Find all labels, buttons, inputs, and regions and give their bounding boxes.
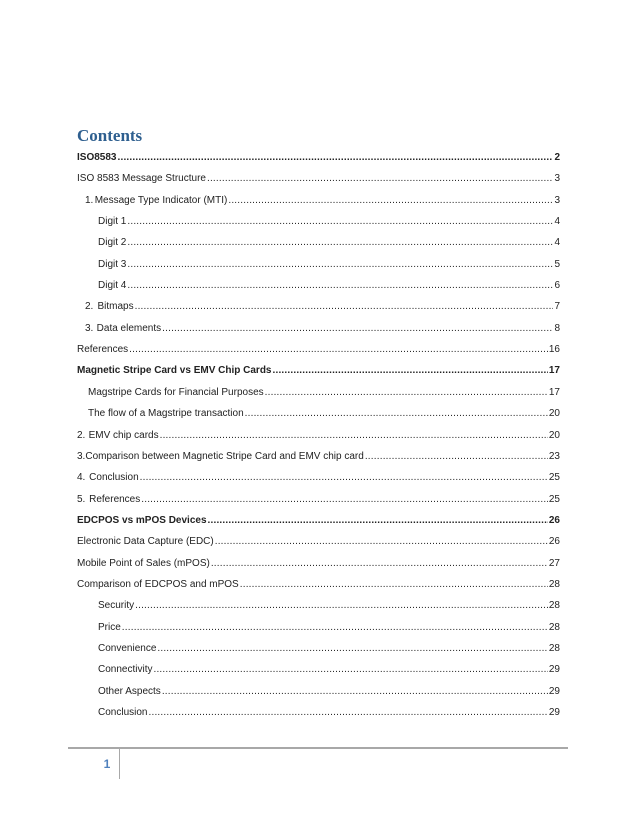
toc-dot-leader xyxy=(273,364,548,377)
toc-entry[interactable] xyxy=(98,685,560,698)
toc-entry-label: Digit 3 xyxy=(98,259,127,270)
toc-entry-label: Connectivity xyxy=(98,664,153,675)
toc-entry[interactable] xyxy=(98,706,560,719)
toc-dot-leader xyxy=(240,578,548,591)
toc-entry-page: 7 xyxy=(554,301,560,312)
toc-dot-leader xyxy=(148,706,547,719)
toc-entry-number: 3. xyxy=(77,451,86,462)
page-number: 1 xyxy=(103,757,111,771)
toc-entry[interactable] xyxy=(85,300,560,313)
toc-entry-page: 29 xyxy=(548,707,560,718)
toc-entry-page: 16 xyxy=(548,344,560,355)
toc-entry-label: EDCPOS vs mPOS Devices xyxy=(77,515,207,526)
toc-dot-leader xyxy=(215,535,548,548)
toc-entry-page: 27 xyxy=(548,558,560,569)
toc-entry[interactable] xyxy=(98,236,560,249)
toc-entry-page: 28 xyxy=(548,579,560,590)
toc-entry-page: 3 xyxy=(554,173,560,184)
toc-entry-label: Convenience xyxy=(98,643,157,654)
toc-entry-page: 29 xyxy=(548,664,560,675)
toc-dot-leader xyxy=(129,343,548,356)
toc-dot-leader xyxy=(160,429,548,442)
toc-entry-page: 6 xyxy=(554,280,560,291)
toc-entry-label: Conclusion xyxy=(98,707,148,718)
toc-entry-label: Digit 4 xyxy=(98,280,127,291)
toc-entry-label: Comparison of EDCPOS and mPOS xyxy=(77,579,239,590)
toc-dot-leader xyxy=(122,621,548,634)
toc-entry-label: Data elements xyxy=(96,323,162,334)
toc-entry[interactable] xyxy=(77,429,560,442)
footer-divider xyxy=(119,749,120,779)
toc-entry-label: EMV chip cards xyxy=(88,430,159,441)
toc-dot-leader xyxy=(135,599,548,612)
toc-dot-leader xyxy=(127,258,553,271)
toc-entry-number: 2. xyxy=(77,430,86,441)
toc-entry-label: Mobile Point of Sales (mPOS) xyxy=(77,558,210,569)
toc-entry-number: 1. xyxy=(85,195,94,206)
toc-entry[interactable] xyxy=(77,535,560,548)
toc-entry-page: 8 xyxy=(554,323,560,334)
toc-entry[interactable] xyxy=(98,279,560,292)
toc-entry[interactable] xyxy=(77,578,560,591)
toc-dot-leader xyxy=(153,663,547,676)
toc-entry[interactable] xyxy=(98,215,560,228)
toc-entry-page: 25 xyxy=(548,494,560,505)
toc-entry[interactable] xyxy=(98,621,560,634)
toc-entry-page: 3 xyxy=(554,195,560,206)
toc-dot-leader xyxy=(127,279,553,292)
toc-dot-leader xyxy=(157,642,548,655)
toc-entry-page: 28 xyxy=(548,643,560,654)
toc-dot-leader xyxy=(365,450,548,463)
toc-entry-page: 17 xyxy=(548,387,560,398)
toc-dot-leader xyxy=(211,557,548,570)
toc-dot-leader xyxy=(265,386,548,399)
toc-dot-leader xyxy=(127,236,553,249)
toc-entry-label: Message Type Indicator (MTI) xyxy=(94,195,228,206)
toc-entry[interactable] xyxy=(77,557,560,570)
toc-entry-page: 23 xyxy=(548,451,560,462)
toc-entry-page: 26 xyxy=(548,536,560,547)
toc-entry[interactable] xyxy=(88,407,560,420)
toc-entry-page: 29 xyxy=(548,686,560,697)
toc-entry-number: 3. xyxy=(85,323,94,334)
toc-entry[interactable] xyxy=(77,364,560,377)
toc-entry-label: Price xyxy=(98,622,121,633)
toc-dot-leader xyxy=(162,685,548,698)
toc-entry-page: 28 xyxy=(548,622,560,633)
toc-dot-leader xyxy=(117,151,553,164)
toc-entry[interactable] xyxy=(77,343,560,356)
toc-dot-leader xyxy=(208,514,548,527)
toc-entry[interactable] xyxy=(88,386,560,399)
toc-entry-label: ISO8583 xyxy=(77,152,117,163)
toc-entry-page: 28 xyxy=(548,600,560,611)
toc-entry-label: Magnetic Stripe Card vs EMV Chip Cards xyxy=(77,365,272,376)
toc-entry-label: Digit 1 xyxy=(98,216,127,227)
toc-dot-leader xyxy=(127,215,553,228)
toc-entry-number: 5. xyxy=(77,494,86,505)
toc-entry[interactable] xyxy=(98,258,560,271)
toc-entry-label: Other Aspects xyxy=(98,686,161,697)
toc-dot-leader xyxy=(141,493,548,506)
toc-entry-label: The flow of a Magstripe transaction xyxy=(88,408,244,419)
toc-entry[interactable] xyxy=(98,599,560,612)
toc-entry-number: 4. xyxy=(77,472,86,483)
toc-dot-leader xyxy=(228,194,553,207)
toc-entry-page: 20 xyxy=(548,430,560,441)
toc-entry[interactable] xyxy=(77,151,560,164)
toc-entry-label: Conclusion xyxy=(89,472,139,483)
toc-entry[interactable] xyxy=(85,322,560,335)
toc-dot-leader xyxy=(140,471,548,484)
toc-entry-label: Magstripe Cards for Financial Purposes xyxy=(88,387,264,398)
toc-entry-label: Security xyxy=(98,600,135,611)
footer-rule xyxy=(68,747,568,749)
toc-entry-page: 26 xyxy=(548,515,560,526)
toc-entry[interactable] xyxy=(98,642,560,655)
toc-entry-page: 5 xyxy=(554,259,560,270)
toc-entry[interactable] xyxy=(77,514,560,527)
toc-entry[interactable] xyxy=(77,493,560,506)
toc-entry[interactable] xyxy=(85,194,560,207)
toc-entry-page: 2 xyxy=(554,152,560,163)
toc-entry-label: Digit 2 xyxy=(98,237,127,248)
toc-entry-label: Electronic Data Capture (EDC) xyxy=(77,536,214,547)
toc-entry-label: Bitmaps xyxy=(97,301,134,312)
toc-entry-number: 2. xyxy=(85,301,94,312)
toc-dot-leader xyxy=(162,322,553,335)
toc-entry-page: 25 xyxy=(548,472,560,483)
toc-dot-leader xyxy=(135,300,554,313)
toc-entry[interactable] xyxy=(77,172,560,185)
toc-dot-leader xyxy=(207,172,553,185)
toc-entry-page: 20 xyxy=(548,408,560,419)
toc-entry-label: Comparison between Magnetic Stripe Card and EMV chip card xyxy=(85,451,364,462)
toc-entry[interactable] xyxy=(77,450,560,463)
toc-entry-label: References xyxy=(77,344,129,355)
toc-entry-label: References xyxy=(89,494,141,505)
toc-entry-page: 17 xyxy=(548,365,560,376)
toc-entry-page: 4 xyxy=(554,237,560,248)
toc-entry[interactable] xyxy=(98,663,560,676)
toc-entry-page: 4 xyxy=(554,216,560,227)
toc-dot-leader xyxy=(245,407,548,420)
toc-entry-label: ISO 8583 Message Structure xyxy=(77,173,206,184)
toc-title: Contents xyxy=(77,126,143,145)
toc-entry[interactable] xyxy=(77,471,560,484)
